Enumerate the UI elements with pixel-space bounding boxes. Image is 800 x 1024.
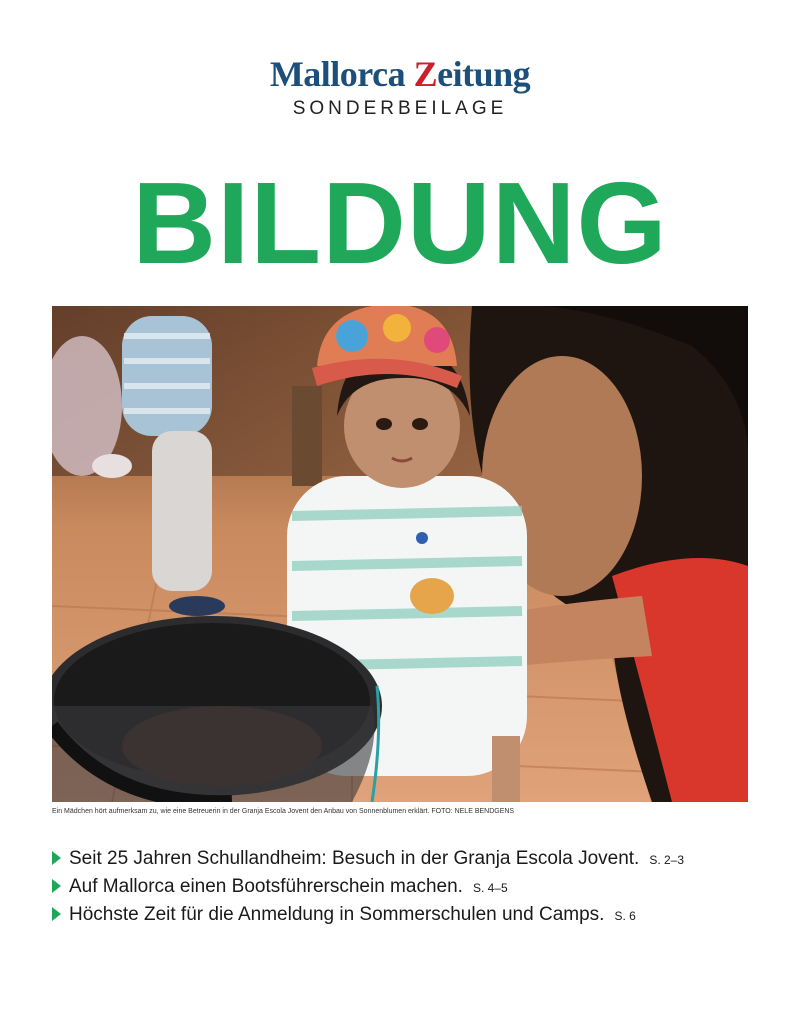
- newspaper-logo: [0, 52, 800, 96]
- logo-text-rest: eitung: [437, 54, 531, 94]
- triangle-bullet-icon: [52, 851, 61, 865]
- logo-letter-z: Z: [413, 54, 438, 94]
- triangle-bullet-icon: [52, 879, 61, 893]
- teaser-page-ref: S. 2–3: [649, 853, 685, 867]
- teaser-page-ref: S. 4–5: [472, 881, 508, 895]
- headline: BILDUNG: [132, 158, 668, 288]
- cover-photo: [52, 306, 748, 802]
- teaser-item: [52, 904, 748, 926]
- triangle-bullet-icon: [52, 907, 61, 921]
- teaser-text: Höchste Zeit für die Anmeldung in Sommerschulen und Camps.: [69, 904, 605, 925]
- logo-text-first: Mallorca: [269, 54, 414, 94]
- teaser-list: [52, 848, 748, 932]
- teaser-item: [52, 848, 748, 870]
- teaser-text: Seit 25 Jahren Schullandheim: Besuch in der Granja Escola Jovent.: [69, 848, 640, 869]
- teaser-page-ref: S. 6: [614, 909, 636, 923]
- masthead: [0, 52, 800, 120]
- cover-photo-illustration: [52, 306, 748, 802]
- teaser-item: [52, 876, 748, 898]
- teaser-text: Auf Mallorca einen Bootsführerschein machen.: [69, 876, 463, 897]
- photo-caption: Ein Mädchen hört aufmerksam zu, wie eine Betreuerin in der Granja Escola Jovent den Anbau von Sonnenblumen erklärt. FOTO: NELE BENDGENS: [52, 808, 515, 815]
- supplement-label: SONDERBEILAGE: [292, 98, 508, 119]
